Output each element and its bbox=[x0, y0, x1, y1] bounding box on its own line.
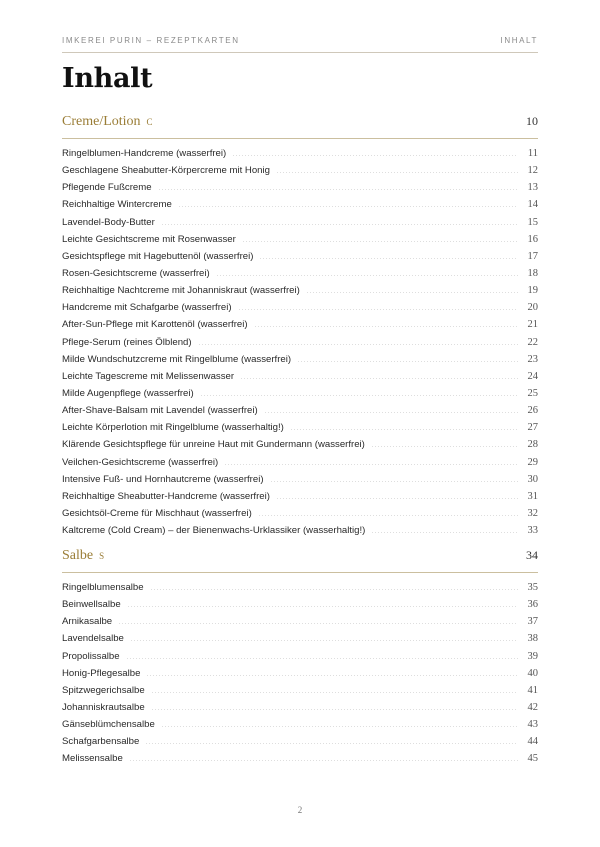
toc-entry[interactable] bbox=[62, 316, 538, 333]
dot-leader bbox=[151, 709, 518, 710]
dot-leader bbox=[254, 326, 518, 327]
toc-entry-title: Reichhaltige Nachtcreme mit Johanniskraut (wasserfrei) bbox=[62, 285, 300, 297]
section-heading[interactable] bbox=[62, 546, 538, 573]
toc-entry[interactable] bbox=[62, 248, 538, 265]
toc-entry-page: 42 bbox=[527, 701, 538, 713]
toc-entry-page: 24 bbox=[527, 370, 538, 382]
toc-entry[interactable] bbox=[62, 196, 538, 213]
toc-entry[interactable] bbox=[62, 351, 538, 368]
toc-entry-page: 21 bbox=[527, 319, 538, 331]
toc-entry-page: 14 bbox=[527, 199, 538, 211]
toc-entry[interactable] bbox=[62, 716, 538, 733]
toc-entry-page: 22 bbox=[527, 336, 538, 348]
toc-entry-title: Leichte Tagescreme mit Melissenwasser bbox=[62, 370, 235, 382]
toc-entry-page: 15 bbox=[527, 216, 538, 228]
toc-entry-title: Gesichtsöl-Creme für Mischhaut (wasserfrei) bbox=[62, 507, 252, 519]
toc-section-creme-lotion bbox=[62, 112, 538, 539]
page-number: 2 bbox=[297, 805, 303, 815]
toc-entry-title: Geschlagene Sheabutter-Körpercreme mit Honig bbox=[62, 165, 270, 177]
toc-entry[interactable] bbox=[62, 665, 538, 682]
toc-entry[interactable] bbox=[62, 699, 538, 716]
toc-entry[interactable] bbox=[62, 214, 538, 231]
toc-entry-title: After-Shave-Balsam mit Lavendel (wasserfrei) bbox=[62, 405, 258, 417]
toc-entry[interactable] bbox=[62, 750, 538, 767]
toc-entry-title: Ringelblumen-Handcreme (wasserfrei) bbox=[62, 148, 227, 159]
toc-entry-page: 35 bbox=[527, 582, 538, 593]
toc-entry-title: Rosen-Gesichtscreme (wasserfrei) bbox=[62, 267, 210, 279]
toc-entry-page: 12 bbox=[527, 165, 538, 177]
toc-entry-title: Honig-Pflegesalbe bbox=[62, 667, 141, 679]
toc-section-salbe bbox=[62, 546, 538, 768]
toc-entry-page: 40 bbox=[527, 667, 538, 679]
toc-entry-page: 29 bbox=[527, 456, 538, 468]
toc-entry[interactable] bbox=[62, 522, 538, 539]
toc-entry-page: 11 bbox=[527, 148, 538, 159]
toc-entry-title: Intensive Fuß- und Hornhautcreme (wasserfrei) bbox=[62, 473, 264, 485]
dot-leader bbox=[224, 464, 518, 465]
toc-entry-title: Johanniskrautsalbe bbox=[62, 701, 145, 713]
toc-entry[interactable] bbox=[62, 505, 538, 522]
toc-entry-title: After-Sun-Pflege mit Karottenöl (wasserfrei) bbox=[62, 319, 248, 331]
toc-entry-page: 13 bbox=[527, 182, 538, 194]
dot-leader bbox=[276, 172, 518, 173]
toc-entry[interactable] bbox=[62, 299, 538, 316]
dot-leader bbox=[297, 361, 518, 362]
toc-entry-page: 44 bbox=[527, 736, 538, 748]
running-header bbox=[62, 36, 538, 45]
toc-entry-title: Spitzwegerichsalbe bbox=[62, 684, 145, 696]
toc-entry[interactable] bbox=[62, 596, 538, 613]
toc-entry-page: 36 bbox=[527, 599, 538, 611]
toc-entry[interactable] bbox=[62, 231, 538, 248]
dot-leader bbox=[264, 412, 518, 413]
toc-entry-title: Gesichtspflege mit Hagebuttenöl (wasserfrei) bbox=[62, 250, 254, 262]
toc-entry-title: Klärende Gesichtspflege für unreine Haut mit Gundermann (wasserfrei) bbox=[62, 439, 365, 451]
dot-leader bbox=[371, 532, 518, 533]
dot-leader bbox=[161, 726, 518, 727]
toc-entry[interactable] bbox=[62, 385, 538, 402]
dot-leader bbox=[306, 292, 518, 293]
running-header-left: IMKEREI PURIN – REZEPTKARTEN bbox=[62, 36, 240, 45]
toc-entry[interactable] bbox=[62, 630, 538, 647]
section-name: Creme/Lotion bbox=[62, 114, 141, 129]
dot-leader bbox=[118, 623, 518, 624]
toc-entry[interactable] bbox=[62, 682, 538, 699]
toc-entry[interactable] bbox=[62, 419, 538, 436]
dot-leader bbox=[178, 206, 518, 207]
toc-entry-title: Schafgarbensalbe bbox=[62, 736, 140, 748]
toc-entry-title: Veilchen-Gesichtscreme (wasserfrei) bbox=[62, 456, 219, 468]
toc-entry-title: Kaltcreme (Cold Cream) – der Bienenwachs-Urklassiker (wasserhaltig!) bbox=[62, 525, 366, 537]
toc-entry-page: 28 bbox=[527, 439, 538, 451]
toc-entry-title: Pflegende Fußcreme bbox=[62, 182, 152, 194]
toc-entry-page: 41 bbox=[527, 684, 538, 696]
dot-leader bbox=[258, 515, 518, 516]
toc-entry-page: 25 bbox=[527, 387, 538, 399]
toc-entry-page: 18 bbox=[527, 267, 538, 279]
toc-entry[interactable] bbox=[62, 648, 538, 665]
toc-entry-title: Handcreme mit Schafgarbe (wasserfrei) bbox=[62, 302, 232, 314]
section-name: Salbe bbox=[62, 548, 94, 563]
dot-leader bbox=[145, 743, 518, 744]
header-rule bbox=[62, 52, 538, 53]
toc-entry-title: Lavendel-Body-Butter bbox=[62, 216, 155, 228]
toc-entry-title: Milde Augenpflege (wasserfrei) bbox=[62, 387, 194, 399]
toc-entry-title: Reichhaltige Sheabutter-Handcreme (wasserfrei) bbox=[62, 490, 270, 502]
dot-leader bbox=[198, 344, 518, 345]
running-header-right: INHALT bbox=[500, 36, 538, 45]
section-page-number: 34 bbox=[526, 548, 538, 562]
toc-entry-page: 33 bbox=[527, 525, 538, 537]
toc-entry-title: Ringelblumensalbe bbox=[62, 582, 144, 593]
toc-entry-page: 43 bbox=[527, 719, 538, 731]
toc-entry[interactable] bbox=[62, 579, 538, 596]
dot-leader bbox=[129, 760, 518, 761]
toc-entry-page: 17 bbox=[527, 250, 538, 262]
toc-entry-page: 16 bbox=[527, 233, 538, 245]
toc-entry[interactable] bbox=[62, 145, 538, 162]
dot-leader bbox=[216, 275, 518, 276]
toc-entry[interactable] bbox=[62, 265, 538, 282]
toc-entry-page: 26 bbox=[527, 405, 538, 417]
dot-leader bbox=[371, 446, 518, 447]
section-page-number: 10 bbox=[526, 114, 538, 128]
toc-entry-title: Beinwellsalbe bbox=[62, 599, 121, 611]
section-heading-label bbox=[62, 112, 154, 130]
toc-entry-title: Pflege-Serum (reines Ölblend) bbox=[62, 336, 192, 348]
toc-entry-title: Reichhaltige Wintercreme bbox=[62, 199, 172, 211]
toc-entry-title: Lavendelsalbe bbox=[62, 633, 124, 645]
dot-leader bbox=[158, 189, 518, 190]
toc-entry[interactable] bbox=[62, 368, 538, 385]
section-letter: S bbox=[99, 551, 106, 561]
dot-leader bbox=[161, 224, 518, 225]
toc-entry[interactable] bbox=[62, 436, 538, 453]
toc-entry[interactable] bbox=[62, 334, 538, 351]
section-letter: C bbox=[146, 117, 154, 127]
dot-leader bbox=[130, 640, 518, 641]
dot-leader bbox=[150, 589, 518, 590]
dot-leader bbox=[126, 658, 518, 659]
toc-entry-page: 31 bbox=[527, 490, 538, 502]
toc-entry-title: Leichte Gesichtscreme mit Rosenwasser bbox=[62, 233, 236, 245]
toc-entry-title: Arnikasalbe bbox=[62, 616, 113, 628]
toc-entry-page: 27 bbox=[527, 422, 538, 434]
toc-entry-page: 39 bbox=[527, 650, 538, 662]
toc-entry[interactable] bbox=[62, 488, 538, 505]
section-heading[interactable] bbox=[62, 112, 538, 139]
toc-entry-title: Milde Wundschutzcreme mit Ringelblume (wasserfrei) bbox=[62, 353, 292, 365]
toc-entry-page: 20 bbox=[527, 302, 538, 314]
toc-entry-page: 38 bbox=[527, 633, 538, 645]
toc-entry-page: 30 bbox=[527, 473, 538, 485]
dot-leader bbox=[276, 498, 518, 499]
dot-leader bbox=[240, 378, 518, 379]
toc-entry-page: 37 bbox=[527, 616, 538, 628]
dot-leader bbox=[242, 241, 518, 242]
toc-entry-page: 32 bbox=[527, 507, 538, 519]
toc-entry-title: Leichte Körperlotion mit Ringelblume (wasserhaltig!) bbox=[62, 422, 284, 434]
dot-leader bbox=[127, 606, 518, 607]
page-title: Inhalt bbox=[62, 63, 153, 94]
dot-leader bbox=[146, 675, 518, 676]
toc-entry-page: 23 bbox=[527, 353, 538, 365]
toc-entry[interactable] bbox=[62, 402, 538, 419]
dot-leader bbox=[151, 692, 518, 693]
dot-leader bbox=[259, 258, 518, 259]
toc-entry[interactable] bbox=[62, 179, 538, 196]
toc-entry-title: Gänseblümchensalbe bbox=[62, 719, 155, 731]
toc-entry[interactable] bbox=[62, 282, 538, 299]
toc-entry[interactable] bbox=[62, 471, 538, 488]
toc-entry-page: 19 bbox=[527, 285, 538, 297]
dot-leader bbox=[232, 155, 518, 156]
toc-entry-page: 45 bbox=[527, 753, 538, 765]
toc-entry-title: Propolissalbe bbox=[62, 650, 120, 662]
dot-leader bbox=[270, 481, 518, 482]
toc-entry[interactable] bbox=[62, 733, 538, 750]
toc-entry-title: Melissensalbe bbox=[62, 753, 123, 765]
dot-leader bbox=[238, 309, 518, 310]
toc-entry[interactable] bbox=[62, 454, 538, 471]
section-heading-label bbox=[62, 546, 105, 564]
toc-entry[interactable] bbox=[62, 162, 538, 179]
toc-entry[interactable] bbox=[62, 613, 538, 630]
dot-leader bbox=[290, 429, 518, 430]
dot-leader bbox=[200, 395, 518, 396]
